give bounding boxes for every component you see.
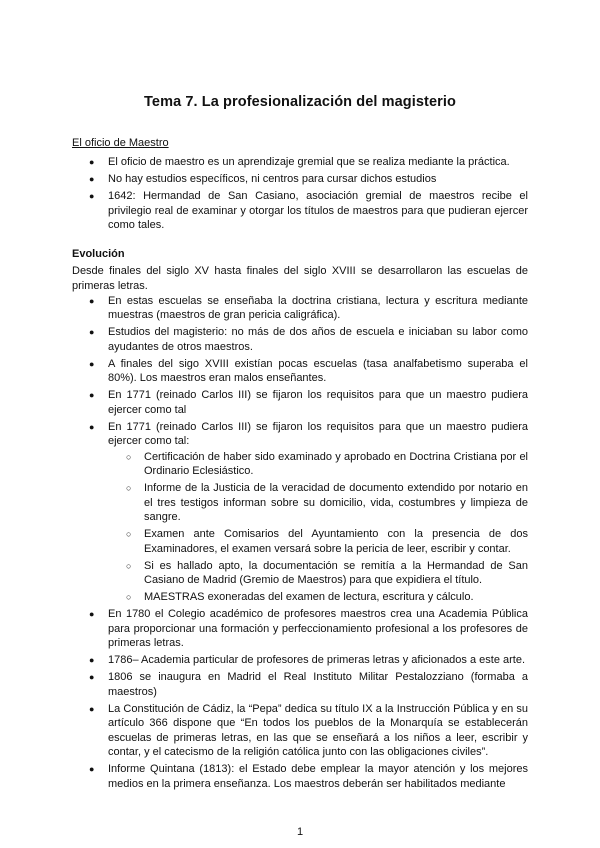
list-item: ● 1642: Hermandad de San Casiano, asociación gremial de maestros recibe el privilegio real de examinar y otorgar los títulos de maestros para que pudieran ejercer como tales.	[89, 190, 528, 231]
bullet-icon: ●	[89, 390, 95, 400]
list-item: ● No hay estudios específicos, ni centros para cursar dichos estudios	[89, 173, 437, 185]
page-title: Tema 7. La profesionalización del magisterio	[144, 94, 456, 110]
list-item: ● En 1771 (reinado Carlos III) se fijaron los requisitos para que un maestro pudiera ejercer como tal	[89, 389, 528, 416]
sublist-item: ○ Informe de la Justicia de la veracidad de documento extendido por notario en el tres testigos informan sobre su domicilio, vida, costumbres y limpieza de sangre.	[126, 482, 528, 523]
list-item: ● Estudios del magisterio: no más de dos años de escuela e iniciaban su labor como ayudantes de otros maestros.	[89, 326, 528, 353]
requisitos-sublist	[108, 450, 528, 605]
list-item: ● En 1771 (reinado Carlos III) se fijaron los requisitos para que un maestro pudiera ejercer como tal: ○ Certificación de haber sido examinado y aprobado en Doctrina Cristiana por el Ordinario Eclesiástico. ○ Informe de la Justicia de la veracidad de documento extendido por notario en el tres testigos informan sobre su domicilio, vida, costumbres y limpieza de sangre. ○ Examen ante Comisarios del Ayuntamiento con la presencia de dos Examinadores, el examen versará sobre la pericia de leer, escribir y contar. ○ Si es hallado apto, la documentación se remitía a la Hermandad de San Casiano de Madrid (Gremio de Maestros) para que expidiera el título. ○ MAESTRAS exoneradas del examen de lectura, escritura y cálculo.	[89, 420, 528, 603]
list-item: ● 1806 se inaugura en Madrid el Real Instituto Militar Pestalozziano (formaba a maestros)	[89, 671, 528, 698]
oficio-list	[72, 155, 528, 233]
list-item: ● 1786– Academia particular de profesores de primeras letras y aficionados a este arte.	[89, 654, 526, 666]
sublist-item: ○ MAESTRAS exoneradas del examen de lectura, escritura y cálculo.	[126, 591, 474, 603]
sublist-item: ○ Si es hallado apto, la documentación se remitía a la Hermandad de San Casiano de Madrid (Gremio de Maestros) para que expidiera el título.	[126, 559, 528, 586]
bullet-icon: ●	[89, 327, 95, 337]
circle-bullet-icon: ○	[126, 560, 132, 571]
bullet-icon: ●	[89, 191, 95, 201]
list-item: ● Informe Quintana (1813): el Estado debe emplear la mayor atención y los mejores medios en la primera enseñanza. Los maestros deberán ser habilitados mediante	[89, 763, 528, 790]
circle-bullet-icon: ○	[126, 483, 132, 493]
evolucion-list	[72, 294, 528, 792]
bullet-icon: ●	[89, 157, 95, 167]
evolucion-intro: Desde finales del siglo XV hasta finales del siglo XVIII se desarrollaron las escuelas de primeras letras.	[72, 264, 528, 292]
list-item: ● A finales del sigo XVIII existían pocas escuelas (tasa analfabetismo superaba el 80%). Los maestros eran malos enseñantes.	[89, 357, 528, 384]
page-number: 1	[296, 826, 304, 838]
section-heading-evolucion: Evolución	[72, 247, 125, 260]
bullet-icon: ●	[89, 421, 95, 432]
list-item: ● En 1780 el Colegio académico de profesores maestros crea una Academia Pública para proporcionar una formación y perfeccionamiento profesional a los profesores de primeras letras.	[89, 608, 528, 649]
list-item: ● El oficio de maestro es un aprendizaje gremial que se realiza mediante la práctica.	[89, 156, 510, 168]
circle-bullet-icon: ○	[126, 529, 132, 539]
bullet-icon: ●	[89, 655, 95, 665]
bullet-icon: ●	[89, 703, 95, 714]
list-item: ● En estas escuelas se enseñaba la doctrina cristiana, lectura y escritura mediante muestras (maestros de gran pericia caligráfica).	[89, 294, 528, 321]
list-item: ● La Constitución de Cádiz, la “Pepa” dedica su título IX a la Instrucción Pública y en su artículo 366 dispone que “En todos los pueblos de la Monarquía se establecerán escuelas de primeras letras, en las que se enseñará a los niños a leer, escribir y contar, y el catecismo de la religión católica junto con las obligaciones civiles”.	[89, 702, 528, 758]
bullet-icon: ●	[89, 358, 95, 369]
document-page	[72, 94, 528, 794]
bullet-icon: ●	[89, 174, 95, 184]
bullet-icon: ●	[89, 609, 95, 619]
bullet-icon: ●	[89, 672, 95, 682]
bullet-icon: ●	[89, 295, 95, 306]
circle-bullet-icon: ○	[126, 592, 132, 602]
circle-bullet-icon: ○	[126, 451, 132, 462]
bullet-icon: ●	[89, 764, 95, 774]
section-heading-oficio: El oficio de Maestro	[72, 137, 169, 149]
sublist-item: ○ Examen ante Comisarios del Ayuntamiento con la presencia de dos Examinadores, el examen versará sobre la pericia de leer, escribir y contar.	[126, 528, 528, 555]
sublist-item: ○ Certificación de haber sido examinado y aprobado en Doctrina Cristiana por el Ordinario Eclesiástico.	[126, 450, 528, 477]
